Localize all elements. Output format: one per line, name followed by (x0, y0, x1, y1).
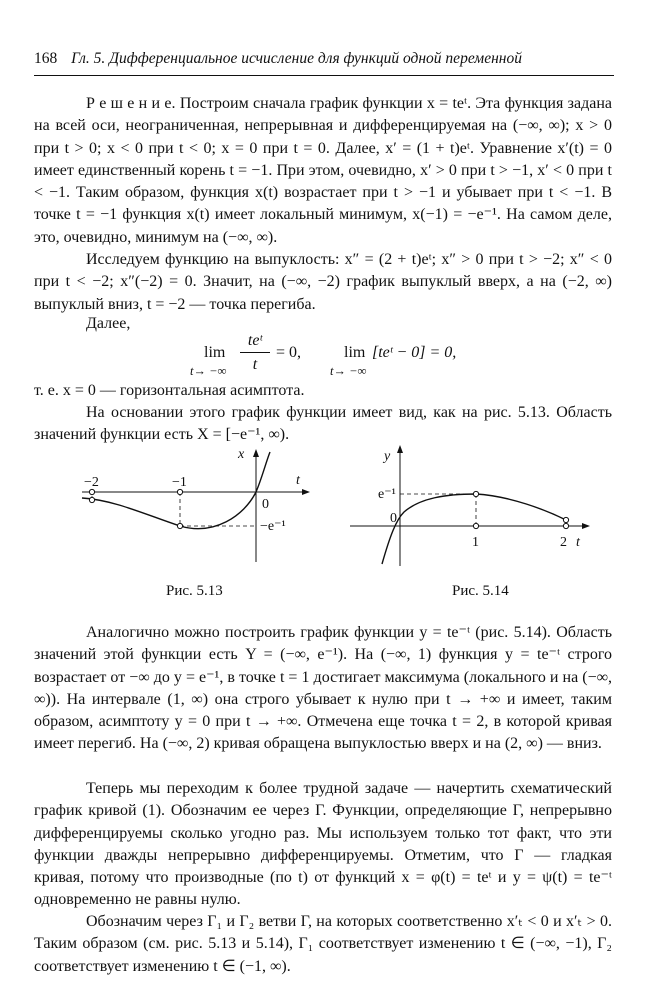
tick-label-two: 2 (560, 535, 567, 550)
t-axis-arrow-514 (582, 523, 590, 529)
page-number: 168 (34, 50, 58, 67)
paragraph-range: На основании этого график функции имеет вид, как на рис. 5.13. Область значений функции есть X = [−e⁻¹, ∞). (34, 404, 612, 444)
max-value-label: e⁻¹ (378, 487, 396, 502)
header-rule (34, 75, 614, 76)
point-minimum (177, 523, 182, 528)
limit-expression-2: [teᵗ − 0] = 0, (372, 344, 457, 361)
origin-label-513: 0 (262, 497, 269, 512)
t-axis-label-514: t (576, 535, 580, 550)
paragraph-branches: Обозначим через Γ₁ и Γ₂ ветви Γ, на которых соответственно x′ₜ < 0 и x′ₜ > 0. Таким образом (см. рис. 5.13 и 5.14), Γ₁ соответствует изменению t ∈ (−∞, −1), Γ₂ соответствует изменению t ∈ (−1, ∞). (34, 913, 612, 975)
point-minus1-axis (177, 489, 182, 494)
point-minus2-axis (89, 489, 94, 494)
y-axis-arrow-514 (397, 445, 403, 453)
tick-label-minus2: −2 (84, 475, 99, 490)
point-inflection-514 (563, 517, 568, 522)
paragraph-curve-gamma: Теперь мы переходим к более трудной задаче — начертить схематический график кривой (1). Обозначим ее через Γ. Функции, определяющие Γ, непрерывно дифференцируемы сколько угодно раз. Мы используем только тот факт, что эти функции дважды непрерывно дифференцируемы. Отметим, что Γ — гладкая кривая, потому что производные (по t) от функций x = φ(t) = teᵗ и y = ψ(t) = te⁻ᵗ одновременно не равны нулю. (34, 780, 612, 909)
caption-5-13: Рис. 5.13 (166, 583, 223, 599)
t-axis-arrow-513 (302, 489, 310, 495)
t-axis-label-513: t (296, 473, 300, 488)
y-axis-label-514: y (384, 449, 391, 464)
paragraph-further: Далее, (86, 315, 131, 332)
paragraph-convexity: Исследуем функцию на выпуклость: x″ = (2 + t)eᵗ; x″ > 0 при t > −2; x″ < 0 при t < −2; x″(−2) = 0. Значит, на (−∞, −2) график выпуклый вверх, а на (−2, ∞) выпуклый вниз, t = −2 — точка перегиба. (34, 251, 612, 313)
curve-te-t (82, 452, 270, 529)
fraction-bar (240, 352, 270, 353)
running-title: Гл. 5. Дифференциальное исчисление для функций одной переменной (71, 50, 522, 67)
lim-sub-2: t→ −∞ (330, 364, 367, 378)
fraction-denominator: t (252, 356, 258, 373)
figure-5-14 (350, 440, 600, 570)
lim-sub-1: t→ −∞ (190, 364, 227, 378)
lim-word-2: lim (344, 344, 366, 361)
x-axis-arrow-513 (253, 449, 259, 457)
limit-formula (0, 330, 672, 382)
fraction-numerator: teᵗ (247, 332, 263, 349)
point-maximum (473, 491, 478, 496)
curve-te-minus-t (382, 494, 566, 564)
tick-label-one: 1 (472, 535, 479, 550)
paragraph-second-function: Аналогично можно построить график функции y = te⁻ᵗ (рис. 5.14). Область значений этой функции есть Y = (−∞, e⁻¹). На (−∞, 1) функция y = te⁻ᵗ строго возрастает от −∞ до y = e⁻¹, в точке t = 1 достигает максимума (локального и на (−∞, ∞)). На интервале (1, ∞) она строго убывает к нулю при t → +∞ и имеет, таким образом, асимптоту y = 0 при t → +∞. Отмечена еще точка t = 2, в которой кривая имеет перегиб. На (−∞, 2) кривая обращена выпуклостью вверх и на (2, ∞) — вниз. (34, 624, 612, 753)
point-inflection (89, 497, 94, 502)
limit-result-1: = 0, (276, 344, 302, 361)
origin-label-514: 0 (390, 511, 397, 526)
point-two-axis (563, 523, 568, 528)
figure-5-13 (74, 440, 324, 570)
paragraph-solution: Р е ш е н и е. Построим сначала график функции x = teᵗ. Эта функция задана на всей оси, неограниченная, непрерывная и дифференцируемая на (−∞, ∞); x > 0 при t > 0; x < 0 при t < 0; x = 0 при t = 0. Далее, x′ = (1 + t)eᵗ. Уравнение x′(t) = 0 имеет единственный корень t = −1. При этом, очевидно, x′ > 0 при t > −1, x′ < 0 при t < −1. Таким образом, функция x(t) возрастает при t > −1 и убывает при t < −1. В точке t = −1 функция x(t) имеет локальный минимум, x(−1) = −e⁻¹. На самом деле, это, очевидно, минимум на (−∞, ∞). (34, 95, 612, 246)
paragraph-asymptote: т. е. x = 0 — горизонтальная асимптота. (34, 382, 305, 399)
x-axis-label-513: x (238, 447, 245, 462)
caption-5-14: Рис. 5.14 (452, 583, 509, 599)
lim-word-1: lim (204, 344, 226, 361)
min-value-label: −e⁻¹ (260, 519, 286, 534)
point-one-axis (473, 523, 478, 528)
running-header (34, 50, 614, 72)
tick-label-minus1: −1 (172, 475, 187, 490)
